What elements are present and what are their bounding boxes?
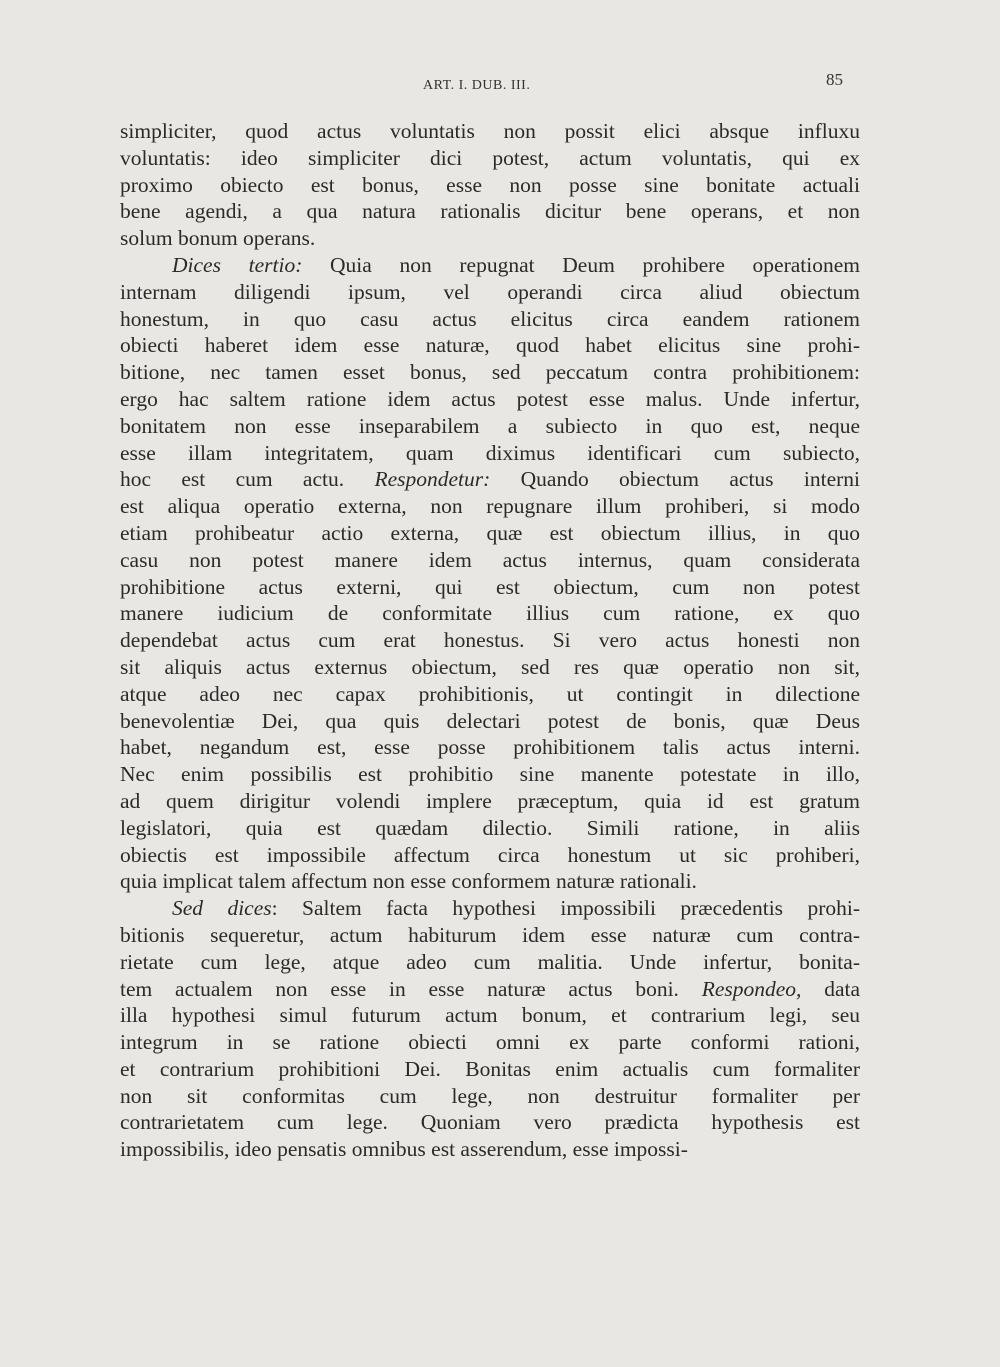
- text-line: [120, 1109, 860, 1136]
- text-segment: bitionis sequeretur, actum habiturum idem esse naturæ cum contra-: [120, 922, 860, 947]
- text-segment: obiecti haberet idem esse naturæ, quod habet elicitus sine prohi-: [120, 333, 860, 358]
- text-line: [120, 252, 860, 279]
- text-segment: hoc est cum actu.: [120, 467, 375, 492]
- text-line: [120, 172, 860, 199]
- text-segment: quia implicat talem affectum non esse conformem naturæ rationali.: [120, 869, 697, 894]
- text-line: [120, 574, 860, 601]
- text-segment: bitione, nec tamen esset bonus, sed peccatum contra prohibitionem:: [120, 360, 860, 385]
- text-segment: dependebat actus cum erat honestus. Si vero actus honesti non: [120, 628, 860, 653]
- text-line: [120, 1083, 860, 1110]
- text-segment: data: [801, 976, 861, 1001]
- text-segment: integrum in se ratione obiecti omni ex parte conformi rationi,: [120, 1030, 860, 1055]
- text-line: [120, 413, 860, 440]
- text-line: [120, 815, 860, 842]
- text-segment: Quia non repugnat Deum prohibere operationem: [302, 252, 860, 277]
- italic-phrase: Respondetur:: [374, 467, 491, 492]
- text-line: [120, 654, 860, 681]
- text-segment: casu non potest manere idem actus internus, quam considerata: [120, 547, 860, 572]
- text-segment: solum bonum operans.: [120, 226, 316, 251]
- text-line: [120, 788, 860, 815]
- text-line: [120, 868, 860, 895]
- text-segment: simpliciter, quod actus voluntatis non possit elici absque influxu: [120, 119, 860, 143]
- text-segment: tem actualem non esse in esse naturæ actus boni.: [120, 976, 702, 1001]
- italic-phrase: Respondeo,: [701, 976, 802, 1001]
- text-line: [120, 734, 860, 761]
- text-segment: benevolentiæ Dei, qua quis delectari potest de bonis, quæ Deus: [120, 708, 860, 733]
- text-segment: etiam prohibeatur actio externa, quæ est obiectum illius, in quo: [120, 520, 860, 545]
- text-line: [120, 198, 860, 225]
- text-segment: non sit conformitas cum lege, non destruitur formaliter per: [120, 1083, 860, 1108]
- text-segment: bene agendi, a qua natura rationalis dicitur bene operans, et non: [120, 199, 860, 224]
- text-segment: honestum, in quo casu actus elicitus circa eandem rationem: [120, 306, 860, 331]
- text-line: [120, 520, 860, 547]
- text-segment: impossibilis, ideo pensatis omnibus est asserendum, esse impossi-: [120, 1137, 688, 1162]
- text-segment: esse illam integritatem, quam diximus identificari cum subiecto,: [120, 440, 860, 465]
- text-segment: sit aliquis actus externus obiectum, sed res quæ operatio non sit,: [120, 654, 860, 679]
- text-segment: prohibitione actus externi, qui est obiectum, cum non potest: [120, 574, 860, 599]
- text-line: [120, 627, 860, 654]
- text-segment: : Saltem facta hypothesi impossibili præcedentis prohi-: [271, 896, 860, 921]
- page-number: 85: [826, 70, 843, 89]
- text-line: [120, 922, 860, 949]
- text-segment: manere iudicium de conformitate illius cum ratione, ex quo: [120, 601, 860, 626]
- text-line: [120, 118, 860, 145]
- text-line: [120, 145, 860, 172]
- running-head: ART. I. DUB. III.: [423, 78, 531, 93]
- text-line: [120, 466, 860, 493]
- text-line: [120, 949, 860, 976]
- text-segment: Quando obiectum actus interni: [490, 467, 860, 492]
- text-segment: internam diligendi ipsum, vel operandi circa aliud obiectum: [120, 279, 860, 304]
- body-text: [120, 118, 860, 1163]
- text-line: [120, 225, 860, 252]
- text-line: [120, 600, 860, 627]
- text-segment: proximo obiecto est bonus, esse non posse sine bonitate actuali: [120, 172, 860, 197]
- text-line: [120, 279, 860, 306]
- text-line: [120, 547, 860, 574]
- text-line: [120, 1029, 860, 1056]
- text-line: [120, 681, 860, 708]
- text-segment: voluntatis: ideo simpliciter dici potest, actum voluntatis, qui ex: [120, 145, 860, 170]
- italic-phrase: Dices tertio:: [172, 252, 303, 277]
- text-line: [120, 976, 860, 1003]
- italic-phrase: Sed dices: [172, 896, 272, 921]
- text-line: [120, 359, 860, 386]
- text-line: [120, 761, 860, 788]
- text-segment: rietate cum lege, atque adeo cum malitia. Unde infertur, bonita-: [120, 949, 860, 974]
- text-segment: et contrarium prohibitioni Dei. Bonitas enim actualis cum formaliter: [120, 1056, 860, 1081]
- text-line: [120, 895, 860, 922]
- text-segment: ergo hac saltem ratione idem actus potest esse malus. Unde infertur,: [120, 386, 860, 411]
- text-segment: ad quem dirigitur volendi implere præceptum, quia id est gratum: [120, 788, 860, 813]
- text-segment: atque adeo nec capax prohibitionis, ut contingit in dilectione: [120, 681, 860, 706]
- text-line: [120, 306, 860, 333]
- text-segment: obiectis est impossibile affectum circa honestum ut sic prohiberi,: [120, 842, 860, 867]
- text-line: [120, 1002, 860, 1029]
- text-segment: illa hypothesi simul futurum actum bonum, et contrarium legi, seu: [120, 1003, 860, 1028]
- text-segment: Nec enim possibilis est prohibitio sine manente potestate in illo,: [120, 762, 860, 787]
- text-line: [120, 708, 860, 735]
- text-line: [120, 440, 860, 467]
- text-segment: bonitatem non esse inseparabilem a subiecto in quo est, neque: [120, 413, 860, 438]
- text-line: [120, 1056, 860, 1083]
- text-line: [120, 842, 860, 869]
- text-segment: contrarietatem cum lege. Quoniam vero prædicta hypothesis est: [120, 1110, 860, 1135]
- text-line: [120, 332, 860, 359]
- text-line: [120, 493, 860, 520]
- text-line: [120, 386, 860, 413]
- text-segment: est aliqua operatio externa, non repugnare illum prohiberi, si modo: [120, 494, 860, 519]
- text-segment: legislatori, quia est quædam dilectio. Simili ratione, in aliis: [120, 815, 860, 840]
- text-line: [120, 1136, 860, 1163]
- text-segment: habet, negandum est, esse posse prohibitionem talis actus interni.: [120, 735, 860, 760]
